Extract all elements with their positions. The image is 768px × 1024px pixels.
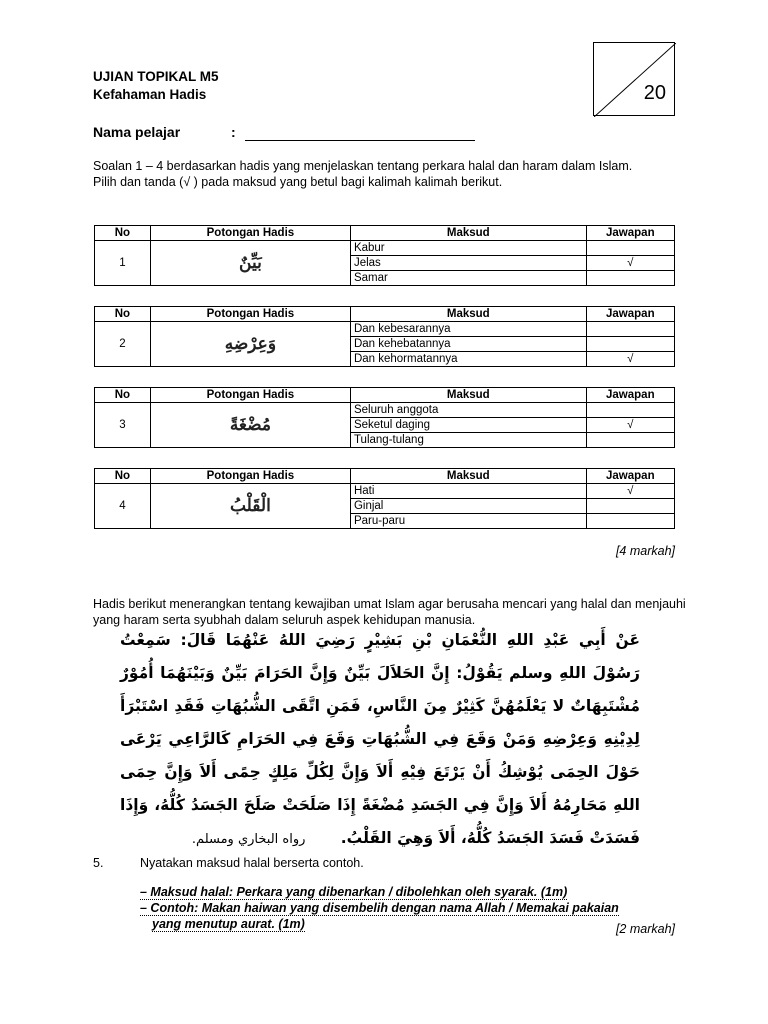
answer-3-text: yang menutup aurat. (1m) (152, 917, 305, 931)
answer-cell[interactable] (586, 499, 674, 514)
title-line-2: Kefahaman Hadis (93, 87, 207, 102)
answer-cell[interactable] (586, 337, 674, 352)
marks-section-1: [4 markah] (615, 544, 675, 558)
header-potongan: Potongan Hadis (150, 226, 350, 241)
test-title (93, 68, 219, 104)
answer-cell[interactable] (586, 322, 674, 337)
hadith-description: Hadis berikut menerangkan tentang kewajiban umat Islam agar berusaha mencari yang halal dan menjauhi yang haram serta syubhah dalam seluruh aspek kehidupan manusia. (93, 597, 686, 627)
answer-line-2 (140, 900, 619, 916)
answer-cell[interactable] (586, 403, 674, 418)
instruction-line-1: Soalan 1 – 4 berdasarkan hadis yang menjelaskan tentang perkara halal dan haram dalam Islam. (93, 159, 633, 173)
instruction-line-2: Pilih dan tanda (√ ) pada maksud yang betul bagi kalimah kalimah berikut. (93, 175, 503, 189)
option-cell: Ginjal (350, 499, 586, 514)
option-cell: Dan kehebatannya (350, 337, 586, 352)
question-5-text: Nyatakan maksud halal berserta contoh. (140, 856, 364, 870)
answer-cell[interactable]: √ (586, 256, 674, 271)
answer-line-3 (152, 916, 305, 932)
header-potongan: Potongan Hadis (150, 469, 350, 484)
answer-cell[interactable] (586, 514, 674, 529)
answer-cell[interactable]: √ (586, 418, 674, 433)
answer-1-text: – Maksud halal: Perkara yang dibenarkan / dibolehkan oleh syarak. (1m) (140, 885, 568, 899)
option-cell: Samar (350, 271, 586, 286)
instructions (93, 158, 693, 190)
question-table-1 (94, 225, 675, 286)
student-name-row (93, 124, 236, 140)
hadith-word: بَيِّنٌ (150, 241, 350, 286)
hadith-text-block (120, 624, 640, 856)
score-total: 20 (643, 82, 666, 104)
question-number: 2 (95, 322, 151, 367)
option-cell: Paru-paru (350, 514, 586, 529)
answer-line-1 (140, 884, 567, 900)
option-cell: Dan kehormatannya (350, 352, 586, 367)
answer-cell[interactable] (586, 271, 674, 286)
hadith-text: عَنْ أَبِي عَبْدِ اللهِ النُّعْمَانِ بْنِ بَشِيْرٍ رَضِيَ اللهُ عَنْهُمَا قَالَ: سَمِعْتُ رَسُوْلَ اللهِ وسلم يَقُوْلُ: إِنَّ الحَلاَلَ بَيِّنٌ وَإِنَّ الحَرَامَ بَيِّنٌ وَبَيْنَهُمَا أُمُوْرٌ مُشْتَبِهَاتٌ لا يَعْلَمُهُنَّ كَثِيْرٌ مِنَ النَّاسِ، فَمَنِ اتَّقَى الشُّبُهَاتِ فَقَدِ اسْتَبْرَأَ لِدِيْنِهِ وَعِرْضِهِ وَمَنْ وَقَعَ فِي الشُّبُهَاتِ وَقَعَ فِي الحَرَامِ كَالرَّاعِي يَرْعَى حَوْلَ الحِمَى يُوْشِكُ أَنْ يَرْتَعَ فِيْهِ أَلاَ وَإِنَّ لِكُلِّ مَلِكٍ حِمًى أَلاَ وَإِنَّ حِمَى اللهِ مَحَارِمُهُ أَلاَ وَإِنَّ فِي الجَسَدِ مُضْغَةً إِذَا صَلَحَتْ صَلَحَ الجَسَدُ كُلُّهُ، وَإِذَا فَسَدَتْ فَسَدَ الجَسَدُ كُلُّهُ، أَلاَ وَهِيَ القَلْبُ. (120, 631, 640, 847)
header-no: No (95, 469, 151, 484)
student-name-label: Nama pelajar (93, 124, 181, 140)
header-maksud: Maksud (350, 469, 586, 484)
question-number: 3 (95, 403, 151, 448)
hadith-word: وَعِرْضِهِ (150, 322, 350, 367)
option-cell: Jelas (350, 256, 586, 271)
question-table-2 (94, 306, 675, 367)
header-maksud: Maksud (350, 307, 586, 322)
score-box (593, 42, 675, 116)
header-maksud: Maksud (350, 226, 586, 241)
header-jawapan: Jawapan (586, 307, 674, 322)
question-table-4 (94, 468, 675, 529)
student-name-field[interactable] (245, 140, 475, 141)
answer-cell[interactable]: √ (586, 484, 674, 499)
question-table-3 (94, 387, 675, 448)
header-potongan: Potongan Hadis (150, 307, 350, 322)
header-jawapan: Jawapan (586, 226, 674, 241)
question-number: 1 (95, 241, 151, 286)
option-cell: Dan kebesarannya (350, 322, 586, 337)
title-line-1: UJIAN TOPIKAL M5 (93, 69, 219, 84)
answer-cell[interactable]: √ (586, 352, 674, 367)
option-cell: Seluruh anggota (350, 403, 586, 418)
option-cell: Seketul daging (350, 418, 586, 433)
question-5 (93, 856, 364, 870)
question-number: 4 (95, 484, 151, 529)
question-5-number: 5. (93, 856, 104, 870)
header-no: No (95, 226, 151, 241)
header-jawapan: Jawapan (586, 469, 674, 484)
hadith-word: مُضْغَةً (150, 403, 350, 448)
header-potongan: Potongan Hadis (150, 388, 350, 403)
option-cell: Hati (350, 484, 586, 499)
marks-section-2: [2 markah] (615, 922, 675, 936)
header-no: No (95, 388, 151, 403)
header-maksud: Maksud (350, 388, 586, 403)
answer-cell[interactable] (586, 433, 674, 448)
score-diagonal (594, 43, 676, 117)
hadith-source: رواه البخاري ومسلم. (191, 832, 306, 847)
student-name-colon: : (231, 124, 236, 140)
option-cell: Kabur (350, 241, 586, 256)
answer-2-text: – Contoh: Makan haiwan yang disembelih dengan nama Allah / Memakai pakaian (140, 901, 619, 915)
hadith-word: الْقَلْبُ (150, 484, 350, 529)
header-jawapan: Jawapan (586, 388, 674, 403)
answer-cell[interactable] (586, 241, 674, 256)
option-cell: Tulang-tulang (350, 433, 586, 448)
header-no: No (95, 307, 151, 322)
